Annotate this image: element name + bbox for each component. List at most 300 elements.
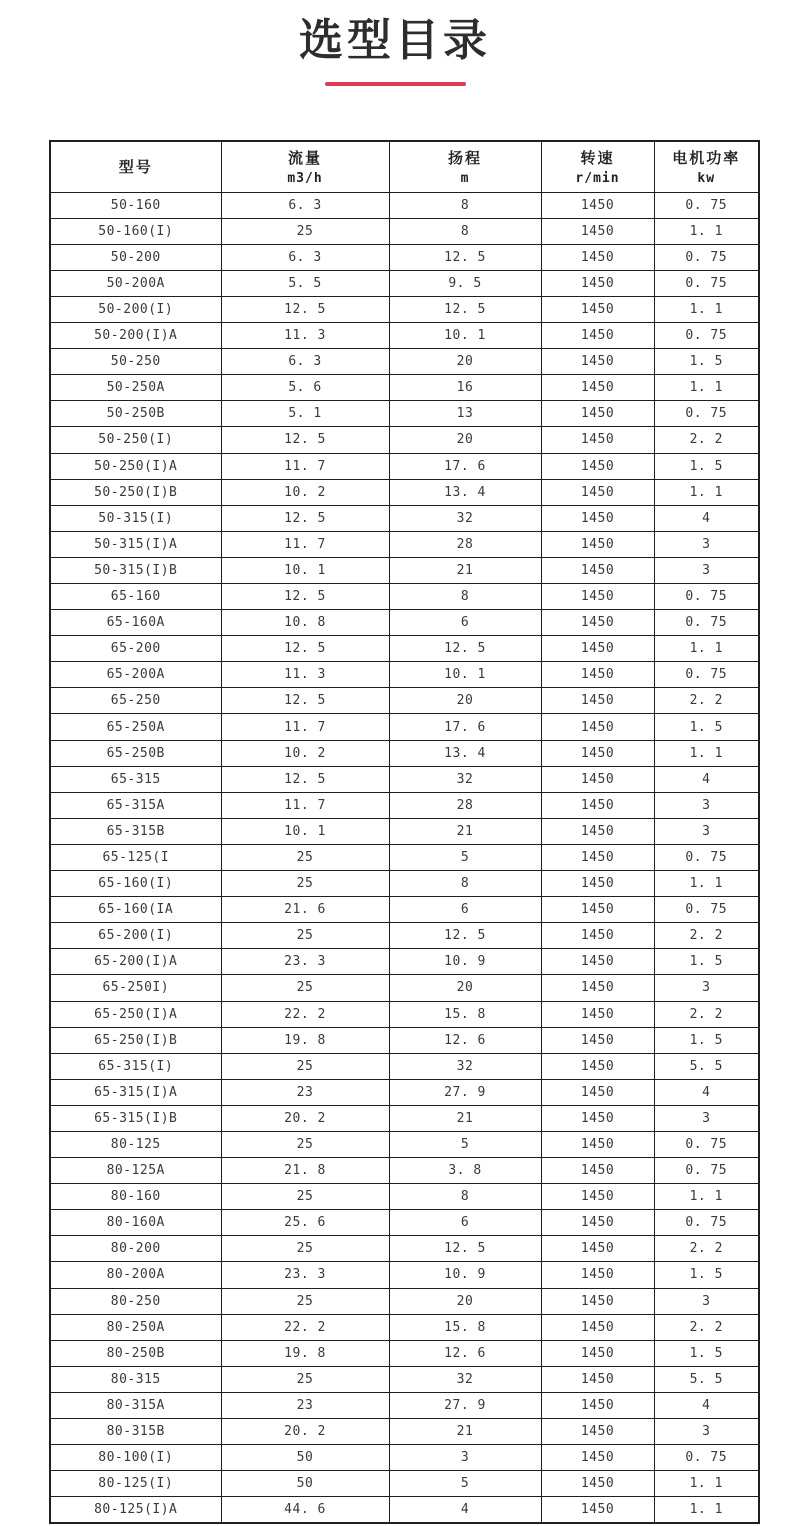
cell-speed: 1450	[541, 453, 654, 479]
column-label: 扬程	[447, 149, 482, 168]
cell-flow: 25	[221, 923, 389, 949]
cell-head: 8	[389, 584, 541, 610]
cell-power: 1. 5	[654, 349, 759, 375]
cell-head: 21	[389, 557, 541, 583]
cell-speed: 1450	[541, 844, 654, 870]
table-row	[50, 975, 759, 1001]
cell-speed: 1450	[541, 375, 654, 401]
cell-speed: 1450	[541, 1392, 654, 1418]
cell-flow: 6. 3	[221, 244, 389, 270]
cell-head: 8	[389, 1184, 541, 1210]
cell-head: 12. 5	[389, 1236, 541, 1262]
cell-model: 65-250(I)A	[50, 1001, 221, 1027]
cell-power: 3	[654, 975, 759, 1001]
cell-head: 20	[389, 349, 541, 375]
cell-power: 0. 75	[654, 323, 759, 349]
table-body	[50, 192, 759, 1523]
cell-model: 50-200(I)A	[50, 323, 221, 349]
table-row	[50, 505, 759, 531]
cell-speed: 1450	[541, 270, 654, 296]
table-row	[50, 871, 759, 897]
table-row	[50, 557, 759, 583]
cell-head: 12. 6	[389, 1027, 541, 1053]
cell-model: 80-315	[50, 1366, 221, 1392]
cell-flow: 25	[221, 1366, 389, 1392]
cell-speed: 1450	[541, 1340, 654, 1366]
cell-model: 65-200	[50, 636, 221, 662]
table-row	[50, 401, 759, 427]
cell-model: 50-250(I)	[50, 427, 221, 453]
cell-speed: 1450	[541, 557, 654, 583]
cell-speed: 1450	[541, 192, 654, 218]
table-row	[50, 1184, 759, 1210]
cell-model: 65-160(I)	[50, 871, 221, 897]
cell-flow: 20. 2	[221, 1105, 389, 1131]
column-unit: r/min	[575, 171, 620, 187]
cell-head: 17. 6	[389, 714, 541, 740]
cell-speed: 1450	[541, 766, 654, 792]
cell-head: 12. 5	[389, 636, 541, 662]
cell-head: 21	[389, 1419, 541, 1445]
table-row	[50, 1158, 759, 1184]
cell-flow: 25	[221, 1236, 389, 1262]
cell-speed: 1450	[541, 1158, 654, 1184]
cell-flow: 12. 5	[221, 688, 389, 714]
cell-power: 1. 5	[654, 949, 759, 975]
cell-head: 12. 5	[389, 923, 541, 949]
cell-power: 2. 2	[654, 1314, 759, 1340]
cell-power: 1. 1	[654, 479, 759, 505]
cell-power: 3	[654, 531, 759, 557]
table-header-row	[50, 141, 759, 193]
table-row	[50, 818, 759, 844]
cell-power: 0. 75	[654, 610, 759, 636]
table-row	[50, 1392, 759, 1418]
cell-model: 65-315(I)B	[50, 1105, 221, 1131]
cell-head: 6	[389, 610, 541, 636]
cell-speed: 1450	[541, 897, 654, 923]
cell-head: 15. 8	[389, 1314, 541, 1340]
cell-model: 80-125(I)	[50, 1471, 221, 1497]
cell-power: 1. 5	[654, 1027, 759, 1053]
cell-model: 50-160(I)	[50, 218, 221, 244]
table-row	[50, 1105, 759, 1131]
column-unit: m	[460, 171, 470, 187]
cell-speed: 1450	[541, 1210, 654, 1236]
cell-flow: 12. 5	[221, 427, 389, 453]
cell-model: 50-200	[50, 244, 221, 270]
cell-head: 10. 1	[389, 662, 541, 688]
cell-flow: 21. 6	[221, 897, 389, 923]
cell-power: 3	[654, 818, 759, 844]
column-header-flow	[221, 141, 389, 193]
cell-head: 8	[389, 192, 541, 218]
cell-head: 8	[389, 218, 541, 244]
cell-head: 13	[389, 401, 541, 427]
cell-head: 28	[389, 531, 541, 557]
cell-flow: 23	[221, 1079, 389, 1105]
cell-speed: 1450	[541, 871, 654, 897]
cell-model: 65-250A	[50, 714, 221, 740]
cell-model: 80-100(I)	[50, 1445, 221, 1471]
cell-power: 1. 5	[654, 1262, 759, 1288]
table-row	[50, 766, 759, 792]
cell-power: 4	[654, 1392, 759, 1418]
cell-head: 15. 8	[389, 1001, 541, 1027]
selection-table	[49, 140, 760, 1525]
cell-head: 32	[389, 505, 541, 531]
cell-power: 3	[654, 1419, 759, 1445]
cell-speed: 1450	[541, 1105, 654, 1131]
cell-power: 2. 2	[654, 1001, 759, 1027]
table-row	[50, 1262, 759, 1288]
cell-flow: 11. 7	[221, 531, 389, 557]
cell-flow: 6. 3	[221, 192, 389, 218]
cell-head: 20	[389, 427, 541, 453]
cell-speed: 1450	[541, 1366, 654, 1392]
cell-power: 1. 1	[654, 375, 759, 401]
cell-model: 65-160A	[50, 610, 221, 636]
cell-speed: 1450	[541, 1236, 654, 1262]
cell-power: 0. 75	[654, 584, 759, 610]
cell-model: 50-250	[50, 349, 221, 375]
table-row	[50, 270, 759, 296]
cell-head: 5	[389, 1131, 541, 1157]
table-row	[50, 531, 759, 557]
cell-speed: 1450	[541, 531, 654, 557]
cell-flow: 23. 3	[221, 949, 389, 975]
table-row	[50, 375, 759, 401]
cell-speed: 1450	[541, 1497, 654, 1524]
cell-model: 50-250(I)B	[50, 479, 221, 505]
cell-model: 65-160	[50, 584, 221, 610]
cell-power: 0. 75	[654, 270, 759, 296]
cell-head: 4	[389, 1497, 541, 1524]
cell-flow: 10. 2	[221, 479, 389, 505]
cell-model: 50-160	[50, 192, 221, 218]
cell-speed: 1450	[541, 688, 654, 714]
cell-model: 65-315	[50, 766, 221, 792]
cell-power: 1. 1	[654, 296, 759, 322]
table-row	[50, 1236, 759, 1262]
cell-power: 1. 5	[654, 714, 759, 740]
cell-power: 4	[654, 1079, 759, 1105]
table-row	[50, 662, 759, 688]
cell-head: 12. 5	[389, 244, 541, 270]
cell-speed: 1450	[541, 1314, 654, 1340]
cell-model: 80-125	[50, 1131, 221, 1157]
cell-speed: 1450	[541, 975, 654, 1001]
cell-model: 80-315A	[50, 1392, 221, 1418]
cell-flow: 10. 2	[221, 740, 389, 766]
cell-speed: 1450	[541, 792, 654, 818]
cell-head: 20	[389, 688, 541, 714]
cell-flow: 25	[221, 975, 389, 1001]
cell-flow: 25	[221, 844, 389, 870]
table-row	[50, 192, 759, 218]
cell-speed: 1450	[541, 1419, 654, 1445]
cell-flow: 10. 1	[221, 818, 389, 844]
cell-flow: 44. 6	[221, 1497, 389, 1524]
table-row	[50, 218, 759, 244]
cell-model: 80-250A	[50, 1314, 221, 1340]
table-row	[50, 427, 759, 453]
cell-flow: 12. 5	[221, 505, 389, 531]
cell-power: 3	[654, 1105, 759, 1131]
cell-flow: 23. 3	[221, 1262, 389, 1288]
cell-model: 65-200(I)	[50, 923, 221, 949]
table-row	[50, 610, 759, 636]
cell-speed: 1450	[541, 427, 654, 453]
cell-speed: 1450	[541, 1288, 654, 1314]
table-row	[50, 949, 759, 975]
cell-model: 50-315(I)A	[50, 531, 221, 557]
cell-power: 1. 1	[654, 218, 759, 244]
table-row	[50, 923, 759, 949]
table-row	[50, 1340, 759, 1366]
table-row	[50, 636, 759, 662]
table-row	[50, 844, 759, 870]
cell-model: 50-315(I)	[50, 505, 221, 531]
cell-power: 1. 1	[654, 871, 759, 897]
column-header-power	[654, 141, 759, 193]
cell-power: 2. 2	[654, 1236, 759, 1262]
cell-speed: 1450	[541, 1027, 654, 1053]
cell-speed: 1450	[541, 218, 654, 244]
cell-head: 8	[389, 871, 541, 897]
cell-power: 5. 5	[654, 1366, 759, 1392]
cell-model: 50-250B	[50, 401, 221, 427]
cell-head: 21	[389, 818, 541, 844]
cell-speed: 1450	[541, 1262, 654, 1288]
cell-model: 65-250	[50, 688, 221, 714]
cell-flow: 25	[221, 218, 389, 244]
cell-model: 65-315(I)A	[50, 1079, 221, 1105]
cell-head: 27. 9	[389, 1392, 541, 1418]
cell-flow: 5. 1	[221, 401, 389, 427]
cell-speed: 1450	[541, 323, 654, 349]
cell-head: 5	[389, 844, 541, 870]
cell-model: 80-250	[50, 1288, 221, 1314]
cell-model: 50-200A	[50, 270, 221, 296]
cell-head: 13. 4	[389, 740, 541, 766]
table-row	[50, 453, 759, 479]
cell-power: 1. 1	[654, 1471, 759, 1497]
cell-head: 3. 8	[389, 1158, 541, 1184]
cell-head: 13. 4	[389, 479, 541, 505]
cell-head: 12. 5	[389, 296, 541, 322]
cell-power: 0. 75	[654, 244, 759, 270]
cell-power: 0. 75	[654, 1131, 759, 1157]
cell-power: 3	[654, 1288, 759, 1314]
cell-speed: 1450	[541, 740, 654, 766]
cell-speed: 1450	[541, 818, 654, 844]
cell-flow: 11. 7	[221, 714, 389, 740]
cell-model: 65-160(IA	[50, 897, 221, 923]
cell-head: 21	[389, 1105, 541, 1131]
cell-speed: 1450	[541, 662, 654, 688]
cell-head: 10. 9	[389, 1262, 541, 1288]
column-label: 转速	[580, 149, 615, 168]
table-row	[50, 479, 759, 505]
cell-head: 5	[389, 1471, 541, 1497]
cell-power: 0. 75	[654, 1445, 759, 1471]
cell-speed: 1450	[541, 1471, 654, 1497]
cell-model: 50-250A	[50, 375, 221, 401]
cell-flow: 11. 7	[221, 792, 389, 818]
cell-flow: 10. 1	[221, 557, 389, 583]
cell-power: 2. 2	[654, 688, 759, 714]
cell-power: 1. 1	[654, 1184, 759, 1210]
cell-power: 1. 1	[654, 636, 759, 662]
cell-speed: 1450	[541, 1445, 654, 1471]
cell-flow: 25	[221, 1131, 389, 1157]
cell-power: 1. 1	[654, 1497, 759, 1524]
cell-model: 65-200(I)A	[50, 949, 221, 975]
table-row	[50, 296, 759, 322]
cell-flow: 12. 5	[221, 636, 389, 662]
table-row	[50, 1079, 759, 1105]
cell-speed: 1450	[541, 479, 654, 505]
cell-model: 80-160A	[50, 1210, 221, 1236]
cell-head: 12. 6	[389, 1340, 541, 1366]
cell-model: 50-250(I)A	[50, 453, 221, 479]
cell-model: 50-200(I)	[50, 296, 221, 322]
cell-head: 20	[389, 1288, 541, 1314]
cell-power: 2. 2	[654, 923, 759, 949]
cell-model: 65-250B	[50, 740, 221, 766]
column-label: 流量	[287, 149, 322, 168]
cell-head: 32	[389, 1053, 541, 1079]
cell-power: 0. 75	[654, 844, 759, 870]
table-row	[50, 1027, 759, 1053]
cell-model: 80-315B	[50, 1419, 221, 1445]
cell-speed: 1450	[541, 1001, 654, 1027]
cell-flow: 12. 5	[221, 766, 389, 792]
cell-head: 6	[389, 1210, 541, 1236]
cell-speed: 1450	[541, 401, 654, 427]
cell-head: 3	[389, 1445, 541, 1471]
cell-flow: 25	[221, 1053, 389, 1079]
cell-power: 0. 75	[654, 897, 759, 923]
cell-model: 80-160	[50, 1184, 221, 1210]
cell-flow: 19. 8	[221, 1027, 389, 1053]
cell-flow: 22. 2	[221, 1001, 389, 1027]
cell-model: 80-200A	[50, 1262, 221, 1288]
cell-power: 3	[654, 557, 759, 583]
cell-model: 80-125A	[50, 1158, 221, 1184]
cell-speed: 1450	[541, 949, 654, 975]
cell-power: 2. 2	[654, 427, 759, 453]
cell-speed: 1450	[541, 296, 654, 322]
cell-flow: 50	[221, 1471, 389, 1497]
cell-flow: 25	[221, 1184, 389, 1210]
table-row	[50, 792, 759, 818]
cell-speed: 1450	[541, 244, 654, 270]
cell-power: 0. 75	[654, 401, 759, 427]
cell-head: 32	[389, 766, 541, 792]
table-row	[50, 688, 759, 714]
table-row	[50, 1366, 759, 1392]
cell-model: 65-250(I)B	[50, 1027, 221, 1053]
title-underline	[325, 82, 466, 86]
cell-flow: 21. 8	[221, 1158, 389, 1184]
cell-flow: 12. 5	[221, 584, 389, 610]
table-row	[50, 897, 759, 923]
cell-model: 80-250B	[50, 1340, 221, 1366]
cell-speed: 1450	[541, 1131, 654, 1157]
table-row	[50, 740, 759, 766]
cell-speed: 1450	[541, 610, 654, 636]
column-header-model	[50, 141, 221, 193]
cell-head: 10. 1	[389, 323, 541, 349]
cell-flow: 25	[221, 871, 389, 897]
cell-model: 80-125(I)A	[50, 1497, 221, 1524]
cell-power: 0. 75	[654, 662, 759, 688]
cell-model: 65-125(I	[50, 844, 221, 870]
cell-model: 65-315B	[50, 818, 221, 844]
table-row	[50, 1471, 759, 1497]
cell-power: 3	[654, 792, 759, 818]
table-row	[50, 1497, 759, 1524]
cell-speed: 1450	[541, 923, 654, 949]
cell-model: 65-200A	[50, 662, 221, 688]
catalog-page	[0, 16, 790, 1526]
cell-speed: 1450	[541, 1079, 654, 1105]
table-header	[50, 141, 759, 193]
table-row	[50, 1131, 759, 1157]
cell-power: 4	[654, 766, 759, 792]
cell-head: 17. 6	[389, 453, 541, 479]
cell-power: 1. 5	[654, 453, 759, 479]
column-header-speed	[541, 141, 654, 193]
cell-head: 10. 9	[389, 949, 541, 975]
cell-speed: 1450	[541, 636, 654, 662]
cell-model: 65-315A	[50, 792, 221, 818]
cell-flow: 11. 3	[221, 662, 389, 688]
column-label: 型号	[118, 158, 153, 177]
cell-flow: 10. 8	[221, 610, 389, 636]
cell-flow: 20. 2	[221, 1419, 389, 1445]
cell-power: 1. 1	[654, 740, 759, 766]
cell-flow: 23	[221, 1392, 389, 1418]
cell-model: 50-315(I)B	[50, 557, 221, 583]
table-row	[50, 323, 759, 349]
table-row	[50, 1314, 759, 1340]
cell-power: 5. 5	[654, 1053, 759, 1079]
cell-power: 0. 75	[654, 1210, 759, 1236]
page-title: 选型目录	[299, 15, 491, 66]
cell-power: 0. 75	[654, 1158, 759, 1184]
cell-head: 6	[389, 897, 541, 923]
column-header-head	[389, 141, 541, 193]
cell-speed: 1450	[541, 505, 654, 531]
cell-flow: 6. 3	[221, 349, 389, 375]
table-row	[50, 1053, 759, 1079]
column-unit: m3/h	[287, 171, 323, 187]
cell-flow: 25. 6	[221, 1210, 389, 1236]
cell-head: 28	[389, 792, 541, 818]
cell-flow: 5. 5	[221, 270, 389, 296]
cell-speed: 1450	[541, 1053, 654, 1079]
table-row	[50, 1419, 759, 1445]
cell-flow: 12. 5	[221, 296, 389, 322]
cell-flow: 11. 7	[221, 453, 389, 479]
cell-flow: 19. 8	[221, 1340, 389, 1366]
cell-model: 80-200	[50, 1236, 221, 1262]
cell-flow: 11. 3	[221, 323, 389, 349]
cell-speed: 1450	[541, 714, 654, 740]
